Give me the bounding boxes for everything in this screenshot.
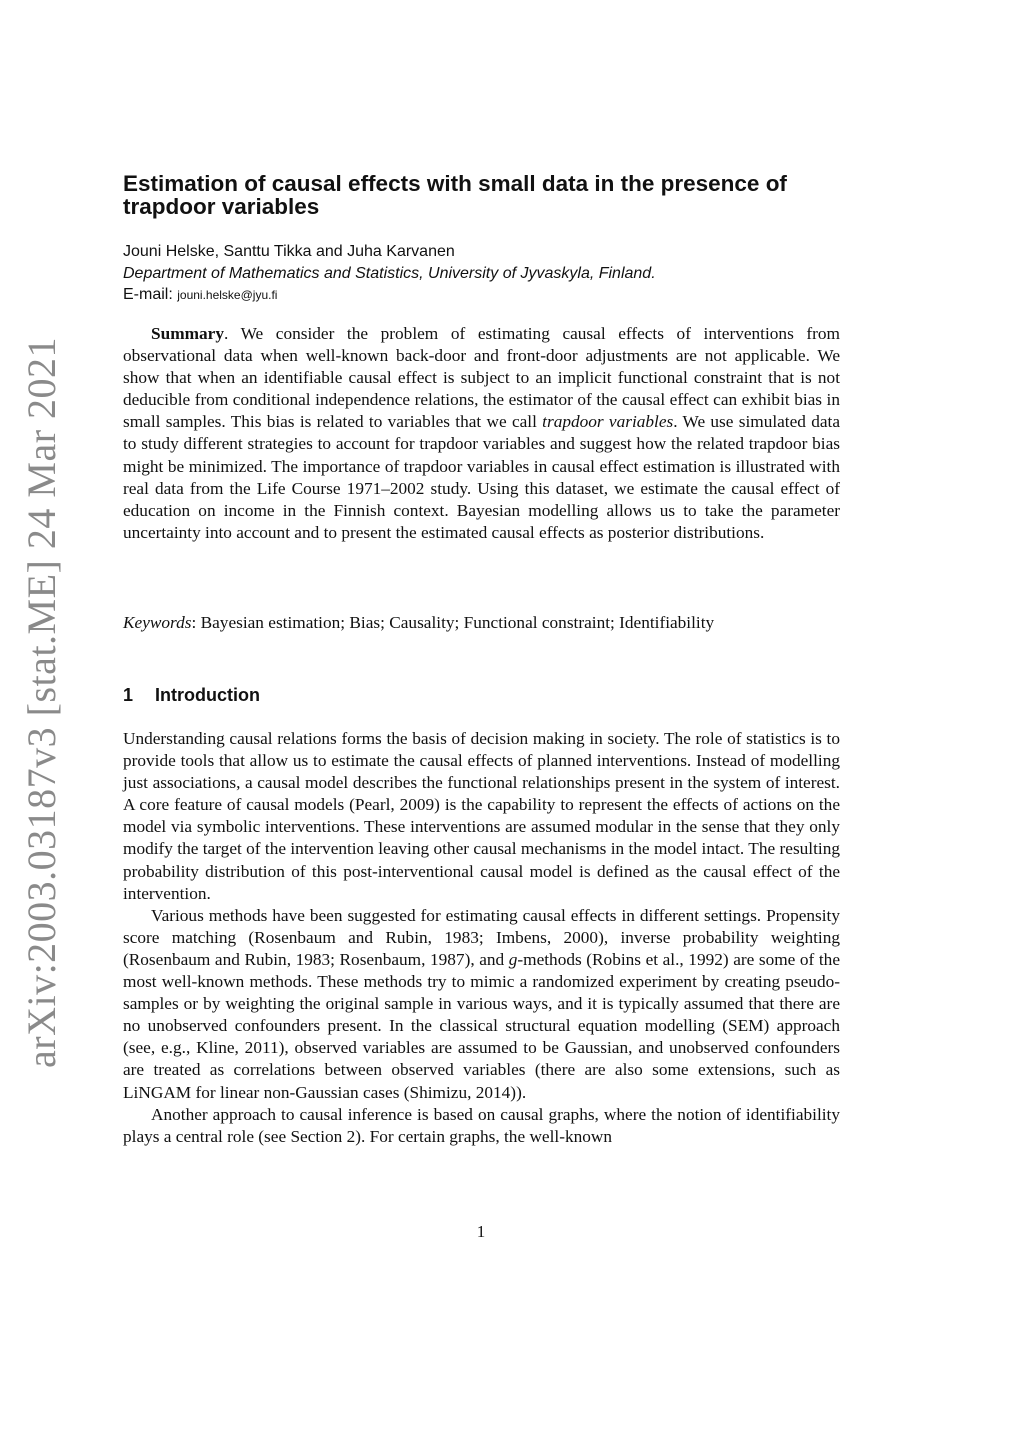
keywords-text: : Bayesian estimation; Bias; Causality; Functional constraint; Identifiability [191, 613, 715, 632]
keywords-block [123, 612, 840, 634]
summary-paragraph [123, 323, 840, 544]
affiliation: Department of Mathematics and Statistics, University of Jyvaskyla, Finland. [123, 264, 656, 282]
arxiv-stamp: arXiv:2003.03187v3 [stat.ME] 24 Mar 2021 [19, 336, 64, 1068]
summary-label: Summary [151, 324, 224, 343]
introduction-body [123, 728, 840, 1148]
summary-block [123, 323, 840, 544]
summary-text-b: . We use simulated data to study different strategies to account for trapdoor variables and suggest how the related trapdoor bias might be minimized. The importance of trapdoor variables in causal effect estimation is illustrated with real data from the Life Course 1971–2002 study. Using this dataset, we estimate the causal effect of education on income in the Finnish context. Bayesian modelling allows us to take the parameter uncertainty into account and to present the estimated causal effects as posterior distributions. [123, 412, 840, 542]
email-link[interactable]: jouni.helske@jyu.fi [177, 288, 278, 302]
section-heading [123, 685, 260, 706]
section-number: 1 [123, 685, 134, 705]
email-line [123, 284, 843, 307]
intro-p2-text-a: Various methods have been suggested for estimating causal effects in different settings. Propensity score matching (Rosenbaum and Rubin, 1983; Imbens, 2000), inverse probability weighting (Rosenbaum and Rubin, 1983; Rosenbaum, 1987), and [123, 905, 840, 969]
intro-paragraph-2 [123, 905, 840, 1104]
summary-text-a: . We consider the problem of estimating causal effects of interventions from observational data when well-known back-door and front-door adjustments are not applicable. We show that when an identifiable causal effect is subject to an implicit functional constraint that is not deducible from conditional independence relations, the estimator of the causal effect can exhibit bias in small samples. This bias is related to variables that we call [123, 324, 840, 432]
page-number: 1 [476, 1222, 486, 1241]
intro-p2-g: g [508, 949, 518, 969]
paper-title: Estimation of causal effects with small data in the presence of trapdoor variables [123, 171, 787, 219]
section-title: Introduction [155, 685, 260, 705]
intro-p2-text-b: -methods (Robins et al., 1992) are some of the most well-known methods. These methods try to mimic a randomized experiment by creating pseudo-samples or by weighting the original sample in various ways, and it is typically assumed that there are no unobserved confounders present. In the classical structural equation modelling (SEM) approach (see, e.g., Kline, 2011), observed variables are assumed to be Gaussian, and unobserved confounders are treated as correlations between observed variables (there are also some extensions, such as LiNGAM for linear non-Gaussian cases (Shimizu, 2014)). [123, 949, 840, 1102]
intro-paragraph-1: Understanding causal relations forms the basis of decision making in society. The role of statistics is to provide tools that allow us to estimate the causal effects of planned interventions. Instead of modelling just associations, a causal model describes the functional relationships present in the system of interest. A core feature of causal models (Pearl, 2009) is the capability to represent the effects of actions on the model via symbolic interventions. These interventions are assumed modular in the sense that they only modify the target of the intervention leaving other causal mechanisms in the model intact. The resulting probability distribution of this post-interventional causal model is defined as the causal effect of the intervention. [123, 729, 840, 903]
intro-paragraph-3: Another approach to causal inference is based on causal graphs, where the notion of identifiability plays a central role (see Section 2). For certain graphs, the well-known [123, 1104, 840, 1146]
author-names: Jouni Helske, Santtu Tikka and Juha Karvanen [123, 243, 455, 260]
keywords-paragraph [123, 612, 840, 634]
email-label: E-mail: [123, 286, 173, 303]
summary-term: trapdoor variables [542, 412, 674, 432]
author-block [123, 241, 843, 307]
keywords-label: Keywords [123, 613, 192, 632]
